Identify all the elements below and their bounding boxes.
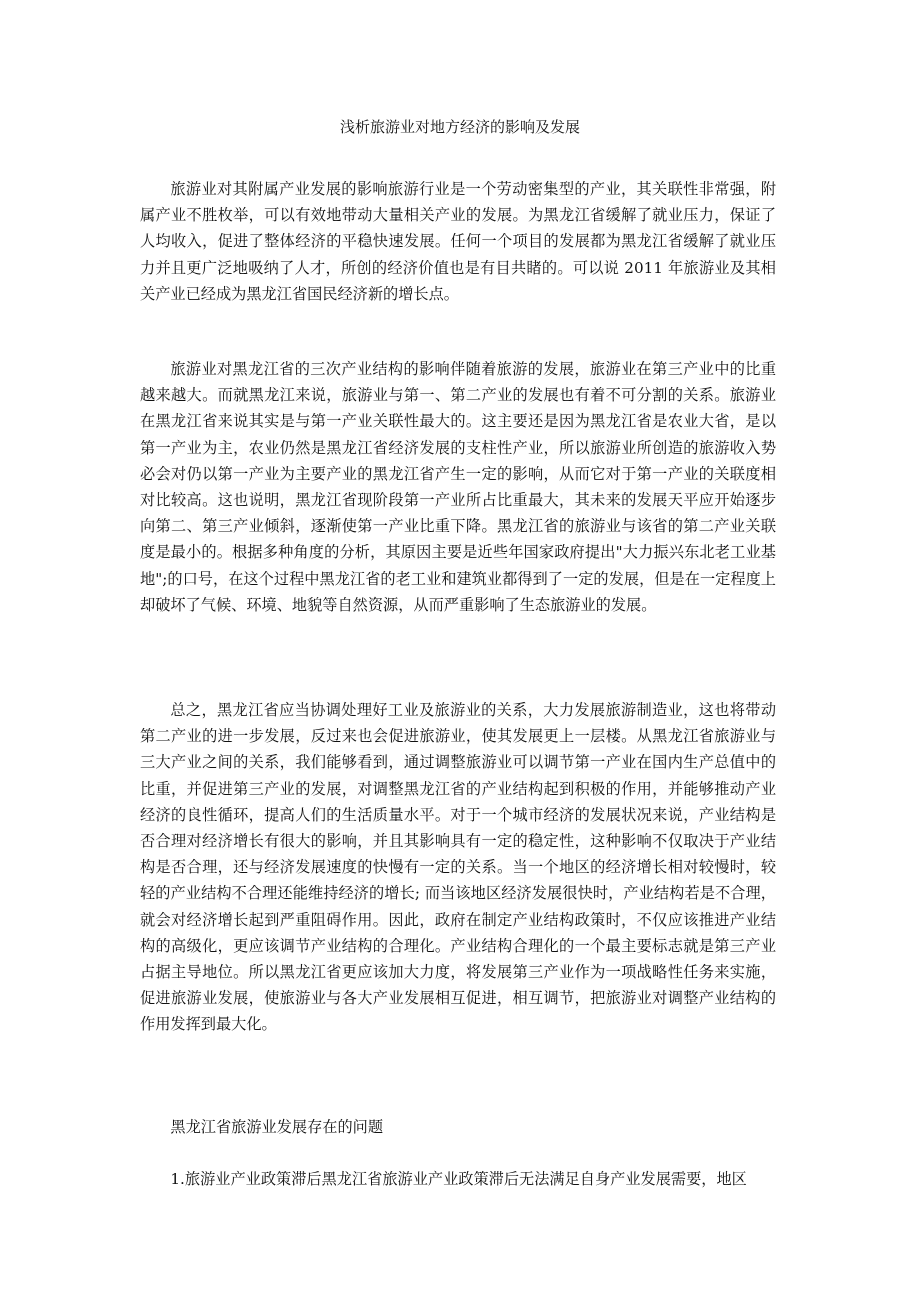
paragraph-tourism-affiliated-industries: 旅游业对其附属产业发展的影响旅游行业是一个劳动密集型的产业，其关联性非常强，附属产业不胜枚举，可以有效地带动大量相关产业的发展。为黑龙江省缓解了就业压力，保证了人均收入，促进了整体经济的平稳快速发展。任何一个项目的发展都为黑龙江省缓解了就业压力并且更广泛地吸纳了人才，所创的经济价值也是有目共睹的。可以说 2011 年旅游业及其相关产业已经成为黑龙江省国民经济新的增长点。 [140, 180, 776, 303]
paragraph-industrial-structure: 旅游业对黑龙江省的三次产业结构的影响伴随着旅游的发展，旅游业在第三产业中的比重越来越大。而就黑龙江来说，旅游业与第一、第二产业的发展也有着不可分割的关系。旅游业在黑龙江省来说其实是与第一产业关联性最大的。这主要还是因为黑龙江省是农业大省，是以第一产业为主，农业仍然是黑龙江省经济发展的支柱性产业，所以旅游业所创造的旅游收入势必会对仍以第一产业为主要产业的黑龙江省产生一定的影响，从而它对于第一产业的关联度相对比较高。这也说明，黑龙江省现阶段第一产业所占比重最大，其未来的发展天平应开始逐步向第二、第三产业倾斜，逐渐使第一产业比重下降。黑龙江省的旅游业与该省的第二产业关联度是最小的。根据多种角度的分析，其原因主要是近些年国家政府提出"大力振兴东北老工业基地";的口号，在这个过程中黑龙江省的老工业和建筑业都得到了一定的发展，但是在一定程度上却破坏了气候、环境、地貌等自然资源，从而严重影响了生态旅游业的发展。 [140, 360, 776, 614]
section-heading-problems: 黑龙江省旅游业发展存在的问题 [170, 1118, 384, 1136]
paragraph-conclusion: 总之，黑龙江省应当协调处理好工业及旅游业的关系，大力发展旅游制造业，这也将带动第二产业的进一步发展，反过来也会促进旅游业，使其发展更上一层楼。从黑龙江省旅游业与三大产业之间的关系，我们能够看到，通过调整旅游业可以调节第一产业在国内生产总值中的比重，并促进第三产业的发展，对调整黑龙江省的产业结构起到积极的作用，并能够推动产业经济的良性循环，提高人们的生活质量水平。对于一个城市经济的发展状况来说，产业结构是否合理对经济增长有很大的影响，并且其影响具有一定的稳定性，这种影响不仅取决于产业结构是否合理，还与经济发展速度的快慢有一定的关系。当一个地区的经济增长相对较慢时，较轻的产业结构不合理还能维持经济的增长; 而当该地区经济发展很快时，产业结构若是不合理，就会对经济增长起到严重阻碍作用。因此，政府在制定产业结构政策时，不仅应该推进产业结构的高级化，更应该调节产业结构的合理化。产业结构合理化的一个最主要标志就是第三产业占据主导地位。所以黑龙江省更应该加大力度，将发展第三产业作为一项战略性任务来实施，促进旅游业发展，使旅游业与各大产业发展相互促进，相互调节，把旅游业对调整产业结构的作用发挥到最大化。 [140, 701, 776, 1034]
document-title: 浅析旅游业对地方经济的影响及发展 [339, 118, 580, 136]
list-item-1: 1.旅游业产业政策滞后黑龙江省旅游业产业政策滞后无法满足自身产业发展需要，地区 [170, 1170, 747, 1188]
